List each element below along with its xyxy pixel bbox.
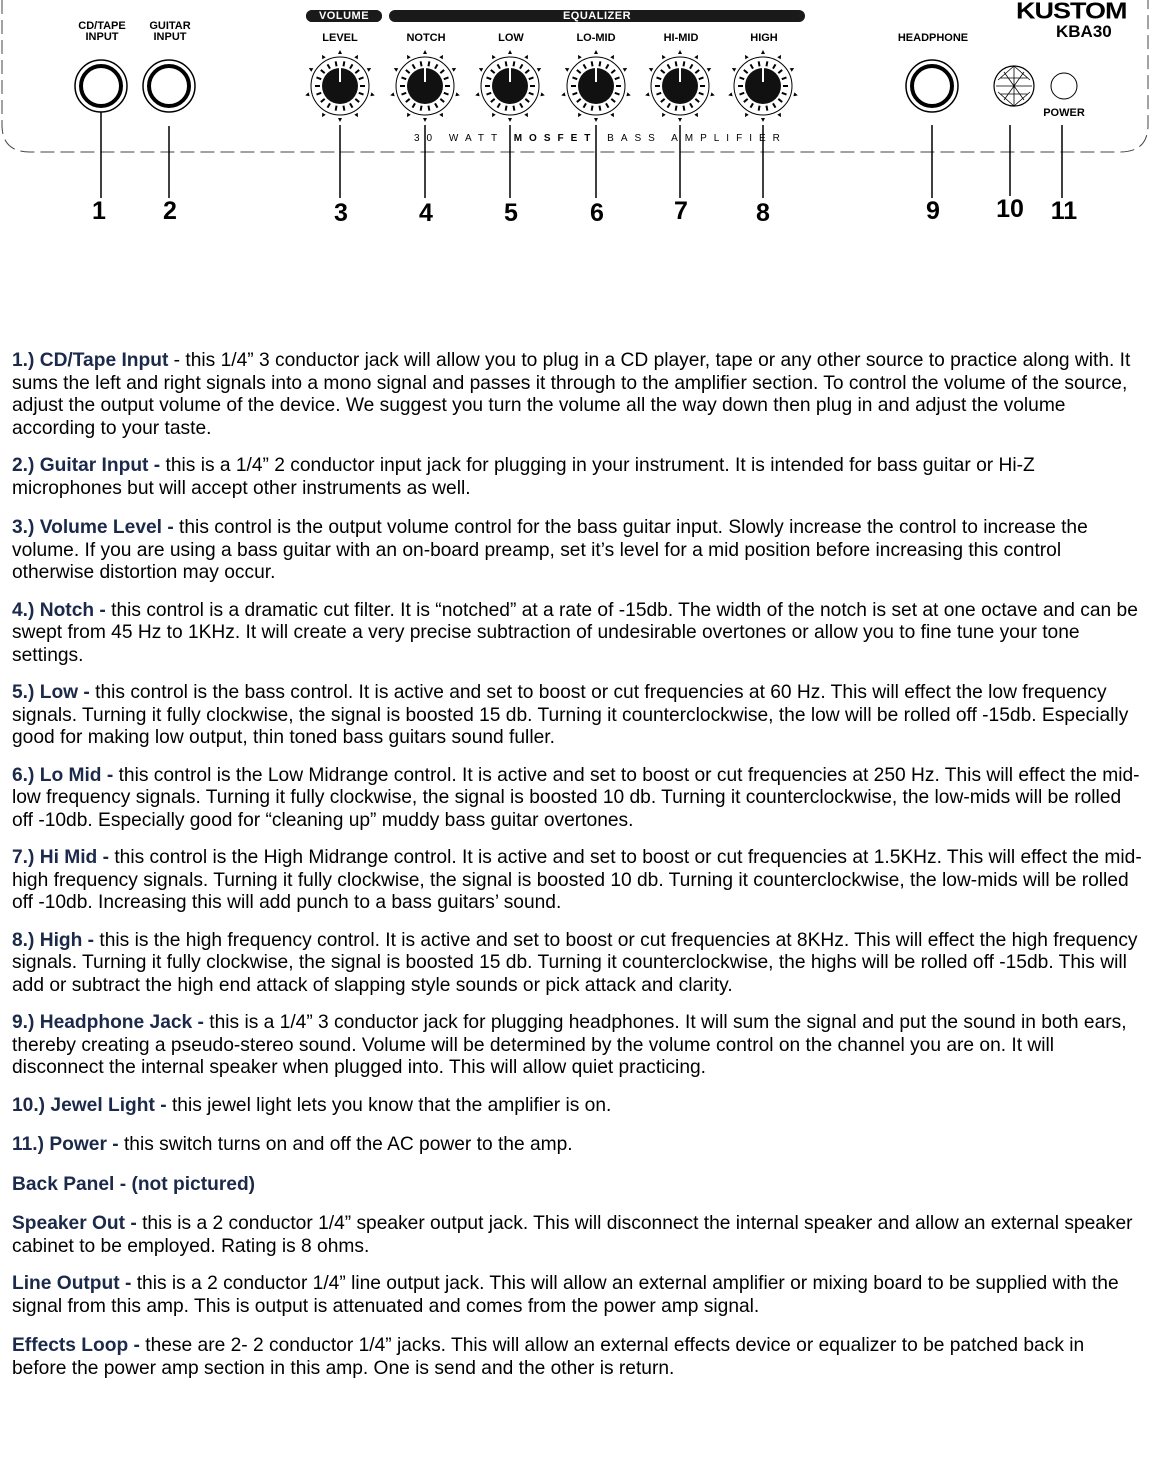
- desc-1: 1.) CD/Tape Input - this 1/4” 3 conductor jack will allow you to plug in a CD player, tape or any other source to practice along with. It sums the left and right signals into a mono signal and passes it through to the amplifier section. To control the volume of the source, adjust the output volume of the device. We suggest you turn the volume all the way down then plug in and adjust the volume according to your taste.: [12, 350, 1131, 439]
- callout-number: 8: [756, 199, 770, 227]
- callout-number: 9: [926, 197, 940, 225]
- callout-number: 10: [996, 195, 1024, 223]
- notch-label: NOTCH: [406, 32, 446, 44]
- desc-5: 5.) Low - this control is the bass control. It is active and set to boost or cut frequencies at 60 Hz. This will effect the low frequency signals. Turning it fully clockwise, the signal is boosted 15 db. Turning it counterclockwise, the low will be rolled off -15db. Especially good for making low output, thin toned bass guitars sound fuller.: [12, 682, 1129, 748]
- power-switch-icon: [1051, 73, 1077, 99]
- desc-line-output: Line Output - this is a 2 conductor 1/4” line output jack. This will allow an external amplifier or mixing board to be supplied with the signal from this amp. This is output is attenuated and comes from the power amp signal.: [12, 1273, 1119, 1317]
- lo-mid-label: LO-MID: [576, 32, 616, 44]
- desc-speaker-out: Speaker Out - this is a 2 conductor 1/4” speaker output jack. This will disconnect the internal speaker and allow an external speaker cabinet to be employed. Rating is 8 ohms.: [12, 1213, 1133, 1257]
- power-label: POWER: [1043, 107, 1085, 119]
- tagline-bold: MOSFET: [513, 133, 598, 144]
- high-label: HIGH: [750, 32, 778, 44]
- callout-number: 4: [419, 199, 433, 227]
- guitar-input-label: GUITAR INPUT: [149, 20, 191, 43]
- tagline-pre: 30 WATT: [414, 133, 514, 144]
- desc-9: 9.) Headphone Jack - this is a 1/4” 3 conductor jack for plugging headphones. It will sum the signal and put the sound in both ears, thereby creating a pseudo-stereo sound. Volume will be determined by the volume control on the channel you are on. It will disconnect the internal speaker when plugged into. This will allow quiet practicing.: [12, 1012, 1127, 1078]
- volume-section-label: VOLUME: [306, 10, 382, 22]
- desc-11: 11.) Power - this switch turns on and off the AC power to the amp.: [12, 1134, 573, 1155]
- desc-4: 4.) Notch - this control is a dramatic cut filter. It is “notched” at a rate of -15db. The width of the notch is set at one octave and can be swept from 45 Hz to 1KHz. It will create a very precise subtraction of undesirable overtones or allow you to fine tune your tone settings.: [12, 599, 1138, 666]
- callout-number: 3: [334, 199, 348, 227]
- guitar-input-jack: [143, 60, 195, 112]
- level-knob-icon: [305, 50, 376, 122]
- callout-number: 11: [1050, 197, 1078, 225]
- descriptions: [12, 350, 1142, 1380]
- high-knob-icon: [728, 50, 799, 122]
- panel-tagline: [414, 133, 787, 144]
- desc-effects-loop: Effects Loop - these are 2- 2 conductor 1/4” jacks. This will allow an external effects device or equalizer to be patched back in before the power amp section in this amp. One is send and the other is return.: [12, 1335, 1085, 1379]
- level-label: LEVEL: [322, 32, 358, 44]
- notch-knob-icon: [390, 50, 461, 122]
- desc-8: 8.) High - this is the high frequency control. It is active and set to boost or cut frequencies at 8KHz. This will effect the high frequency signals. Turning it fully clockwise, the signal is boosted 15 db. Turning it counterclockwise, the highs will be rolled off -15db. This will add or subtract the high end attack of slapping style sounds or pick attack and clarity.: [12, 929, 1138, 996]
- model-name: KBA30: [1056, 22, 1112, 41]
- headphone-jack: [906, 60, 958, 112]
- callout-number: 5: [504, 199, 518, 227]
- desc-10: 10.) Jewel Light - this jewel light lets you know that the amplifier is on.: [12, 1094, 612, 1116]
- jewel-light-icon: [994, 66, 1034, 106]
- lo-mid-knob-icon: [561, 50, 632, 122]
- front-panel-diagram: [0, 0, 1152, 240]
- low-knob-icon: [475, 50, 546, 122]
- hi-mid-label: HI-MID: [663, 32, 699, 44]
- brand-logo: KUSTOM: [1016, 0, 1127, 24]
- cd-tape-input-label: CD/TAPE INPUT: [78, 20, 126, 43]
- desc-back-panel: Back Panel - (not pictured): [12, 1173, 256, 1195]
- headphone-label: HEADPHONE: [897, 32, 969, 44]
- low-label: LOW: [498, 32, 524, 44]
- desc-2: 2.) Guitar Input - this is a 1/4” 2 conductor input jack for plugging in your instrument. It is intended for bass guitar or Hi-Z microphones but will accept other instruments as well.: [12, 455, 1035, 499]
- callout-number: 2: [163, 197, 177, 225]
- callout-number: 6: [590, 199, 604, 227]
- tagline-post: BASS AMPLIFIER: [597, 133, 787, 144]
- callout-number: 7: [674, 197, 688, 225]
- hi-mid-knob-icon: [645, 50, 716, 122]
- cd-tape-input-jack: [75, 60, 127, 112]
- desc-7: 7.) Hi Mid - this control is the High Midrange control. It is active and set to boost or cut frequencies at 1.5KHz. This will effect the mid-high frequency signals. Turning it fully clockwise, the signal is boosted 10 db. Turning it counterclockwise, the low-mids will be rolled off -10db. Increasing this will add punch to a bass guitars’ sound.: [12, 847, 1142, 913]
- desc-3: 3.) Volume Level - this control is the output volume control for the bass guitar input. Slowly increase the control to increase the volume. If you are using a bass guitar with an on-board preamp, set it’s level for a mid position before increasing this control otherwise distortion may occur.: [12, 517, 1088, 583]
- equalizer-section-label: EQUALIZER: [562, 10, 632, 22]
- callout-number: 1: [92, 197, 106, 225]
- desc-6: 6.) Lo Mid - this control is the Low Midrange control. It is active and set to boost or cut frequencies at 250 Hz. This will effect the mid-low frequency signals. Turning it fully clockwise, the signal is boosted 10 db. Turning it counterclockwise, the low-mids will be rolled off -10db. Especially good for “cleaning up” muddy bass guitar overtones.: [12, 764, 1140, 831]
